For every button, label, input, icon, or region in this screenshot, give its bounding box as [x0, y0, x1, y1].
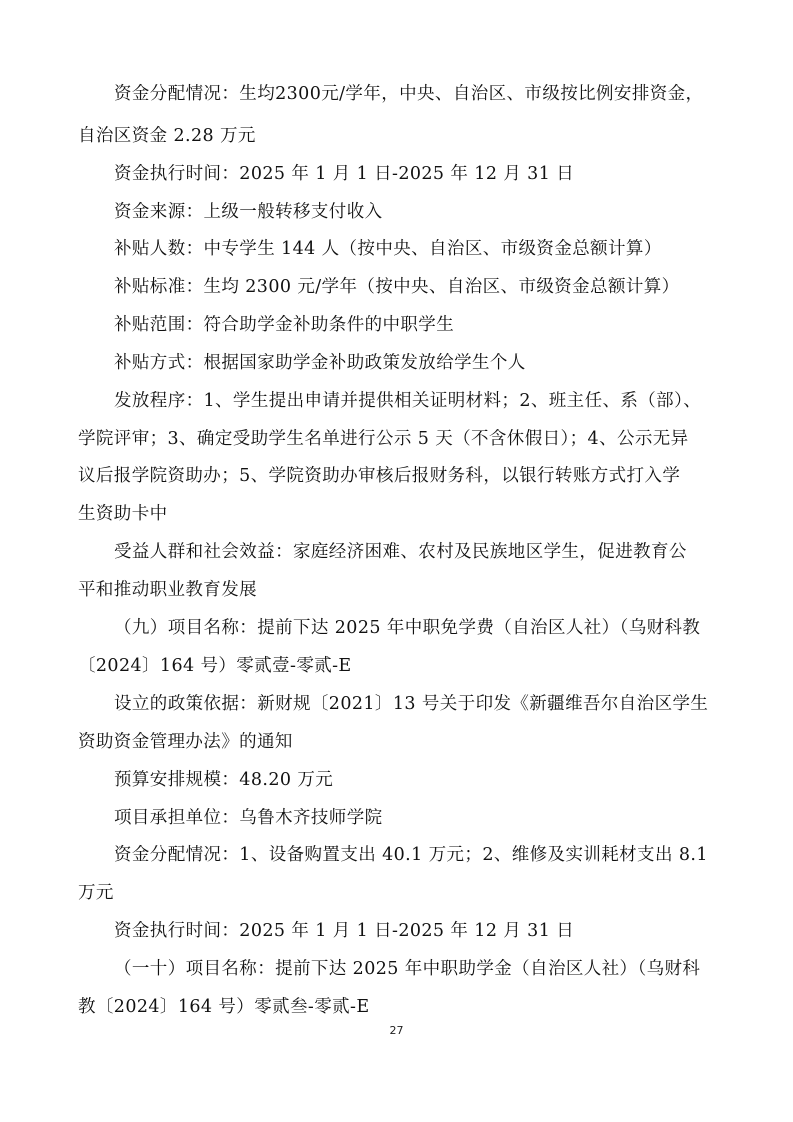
- text-line: 平和推动职业教育发展: [78, 580, 257, 600]
- text-line: 项目承担单位：乌鲁木齐技师学院: [114, 808, 383, 828]
- text-line: 议后报学院资助办；5、学院资助办审核后报财务科，以银行转账方式打入学: [78, 466, 681, 486]
- text-line: 补贴人数：中专学生 144 人（按中央、自治区、市级资金总额计算）: [114, 239, 662, 259]
- text-line: 预算安排规模：48.20 万元: [114, 770, 334, 790]
- text-line: 资金执行时间：2025 年 1 月 1 日-2025 年 12 月 31 日: [114, 921, 575, 941]
- text-line: 资金执行时间：2025 年 1 月 1 日-2025 年 12 月 31 日: [114, 164, 575, 184]
- text-line: 教〔2024〕164 号）零贰叁-零贰-E: [78, 997, 370, 1017]
- text-line: （一十）项目名称：提前下达 2025 年中职助学金（自治区人社）（乌财科: [114, 959, 701, 979]
- text-line: 资金来源：上级一般转移支付收入: [114, 202, 383, 222]
- page-number: 27: [389, 1024, 404, 1037]
- text-line: 〔2024〕164 号）零贰壹-零贰-E: [78, 656, 352, 676]
- text-line: 设立的政策依据：新财规〔2021〕13 号关于印发《新疆维吾尔自治区学生: [114, 694, 709, 714]
- text-line: 资金分配情况：生均2300元/学年，中央、自治区、市级按比例安排资金，: [114, 84, 704, 104]
- text-line: 补贴范围：符合助学金补助条件的中职学生: [114, 315, 455, 335]
- text-line: 自治区资金 2.28 万元: [78, 126, 256, 146]
- text-line: 资助资金管理办法》的通知: [78, 732, 293, 752]
- text-line: 补贴方式：根据国家助学金补助政策发放给学生个人: [114, 353, 526, 373]
- text-line: 受益人群和社会效益：家庭经济困难、农村及民族地区学生，促进教育公: [114, 542, 687, 562]
- text-line: 万元: [78, 883, 114, 903]
- text-line: 发放程序：1、学生提出申请并提供相关证明材料；2、班主任、系（部）、: [114, 391, 702, 411]
- text-line: 学院评审；3、确定受助学生名单进行公示 5 天（不含休假日）；4、公示无异: [78, 429, 689, 449]
- text-line: 资金分配情况：1、设备购置支出 40.1 万元；2、维修及实训耗材支出 8.1: [114, 845, 708, 865]
- text-line: （九）项目名称：提前下达 2025 年中职免学费（自治区人社）（乌财科教: [114, 618, 701, 638]
- text-line: 补贴标准：生均 2300 元/学年（按中央、自治区、市级资金总额计算）: [114, 277, 680, 297]
- text-line: 生资助卡中: [78, 504, 168, 524]
